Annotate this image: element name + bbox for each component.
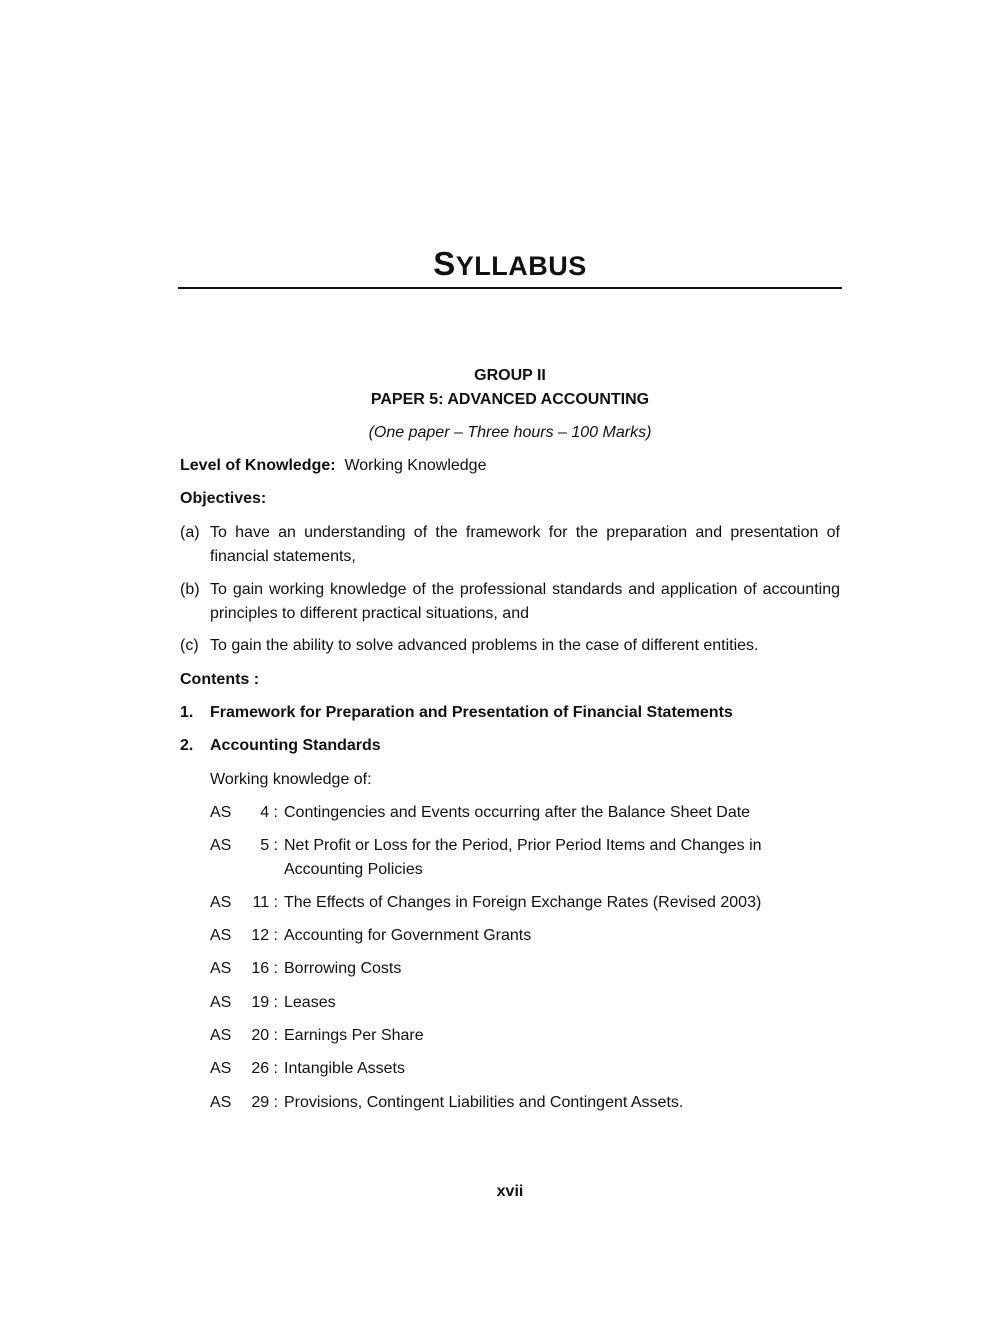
title-rest: YLLABUS: [455, 251, 587, 281]
standard-number: 5 :: [260, 837, 278, 854]
standard-item: [210, 924, 842, 948]
standard-prefix: AS: [210, 994, 232, 1011]
standard-title: Contingencies and Events occurring after the Balance Sheet Date: [284, 804, 751, 821]
standard-prefix: AS: [210, 837, 232, 854]
standard-number: 29 :: [251, 1094, 278, 1111]
level-value: Working Knowledge: [344, 457, 487, 474]
standard-title: Provisions, Contingent Liabilities and Contingent Assets.: [284, 1094, 684, 1111]
standard-prefix: AS: [210, 927, 232, 944]
objective-text: To gain the ability to solve advanced problems in the case of different entities.: [210, 637, 759, 654]
standard-item: [210, 1057, 842, 1081]
standard-prefix: AS: [210, 894, 232, 911]
section-title: Accounting Standards: [210, 737, 381, 754]
level-of-knowledge: [180, 456, 486, 476]
group-heading: GROUP II: [474, 367, 546, 384]
standard-item: [210, 834, 842, 881]
standard-item: [210, 957, 842, 981]
paper-heading: PAPER 5: ADVANCED ACCOUNTING: [370, 391, 650, 408]
standard-prefix: AS: [210, 1094, 232, 1111]
standard-number: 12 :: [251, 927, 278, 944]
objective-item: [180, 521, 840, 568]
standard-title: Earnings Per Share: [284, 1027, 424, 1044]
objectives-heading: Objectives:: [180, 490, 267, 507]
contents-heading: Contents :: [180, 671, 260, 688]
standard-item: [210, 1024, 842, 1048]
standard-number: 26 :: [251, 1060, 278, 1077]
standard-prefix: AS: [210, 804, 232, 821]
standard-title: Accounting for Government Grants: [284, 927, 532, 944]
title-initial: S: [433, 245, 456, 282]
standard-prefix: AS: [210, 960, 232, 977]
standard-number: 19 :: [251, 994, 278, 1011]
section-title: Framework for Preparation and Presentation of Financial Statements: [210, 704, 733, 721]
objective-label: (a): [180, 524, 200, 541]
title-rule: [178, 287, 842, 289]
paper-subtitle: (One paper – Three hours – 100 Marks): [368, 424, 652, 441]
standard-prefix: AS: [210, 1027, 232, 1044]
standard-item: [210, 991, 842, 1015]
standard-title: The Effects of Changes in Foreign Exchange Rates (Revised 2003): [284, 894, 762, 911]
standards-intro: Working knowledge of:: [210, 771, 372, 788]
standard-title: Intangible Assets: [284, 1060, 405, 1077]
objective-label: (c): [180, 637, 199, 654]
standard-title: Borrowing Costs: [284, 960, 402, 977]
objective-label: (b): [180, 581, 200, 598]
standard-prefix: AS: [210, 1060, 232, 1077]
level-label: Level of Knowledge:: [180, 457, 336, 474]
objective-text: To gain working knowledge of the professional standards and application of accounting principles to different practical situations, and: [210, 581, 840, 622]
standard-number: 11 :: [252, 894, 278, 911]
standard-number: 4 :: [260, 804, 278, 821]
standard-item: [210, 1091, 842, 1115]
standard-title: Net Profit or Loss for the Period, Prior Period Items and Changes in Accounting Policies: [284, 837, 762, 878]
standard-item: [210, 891, 842, 915]
page-title: [0, 244, 992, 286]
page-number: xvii: [496, 1183, 524, 1200]
standard-item: [210, 801, 842, 825]
objective-item: [180, 634, 840, 658]
section-number: 2.: [180, 737, 194, 754]
standard-title: Leases: [284, 994, 336, 1011]
objective-text: To have an understanding of the framework for the preparation and presentation of financial statements,: [210, 524, 840, 565]
standard-number: 20 :: [251, 1027, 278, 1044]
objective-item: [180, 578, 840, 625]
section-number: 1.: [180, 704, 194, 721]
standard-number: 16 :: [251, 960, 278, 977]
